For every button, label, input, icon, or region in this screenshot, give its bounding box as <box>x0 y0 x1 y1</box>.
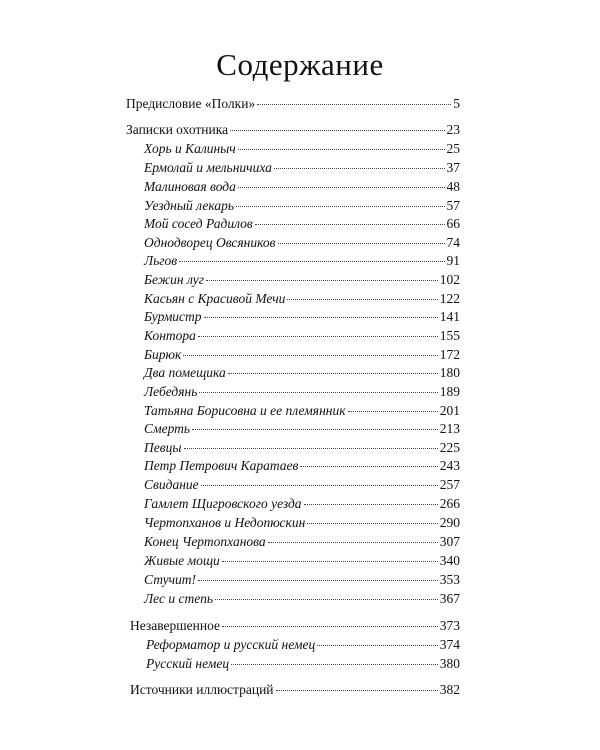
toc-entry-label: Льгов <box>144 253 178 268</box>
dot-leader <box>192 429 438 430</box>
toc-entry-label: Мой сосед Радилов <box>144 216 253 231</box>
dot-leader <box>317 645 438 646</box>
toc-entry[interactable] <box>144 215 460 233</box>
toc-entry-label: Лес и степь <box>144 591 214 606</box>
toc-entry-page: 290 <box>439 515 460 530</box>
toc-entry-label: Татьяна Борисовна и ее племянник <box>144 403 346 418</box>
toc-entry-page: 367 <box>439 591 460 606</box>
toc-entry-label: Бежин луг <box>144 272 204 287</box>
toc-entry[interactable] <box>144 159 460 177</box>
toc-entry-page: 373 <box>439 618 460 633</box>
toc-entry-label: Стучит! <box>144 572 197 587</box>
toc-entry-page: 266 <box>439 496 460 511</box>
toc-entry[interactable] <box>144 327 460 345</box>
toc-entry-page: 102 <box>439 272 460 287</box>
toc-entry-page: 340 <box>439 553 460 568</box>
toc-entry-page: 225 <box>439 440 460 455</box>
toc-entry-label: Петр Петрович Каратаев <box>144 458 299 473</box>
toc-entry[interactable] <box>144 197 460 215</box>
toc-entry-page: 48 <box>446 179 460 194</box>
dot-leader <box>222 561 438 562</box>
toc-entry-page: 25 <box>446 141 460 156</box>
toc-entry-label: Лебедянь <box>144 384 198 399</box>
toc-entry-label: Чертопханов и Недопюскин <box>144 515 306 530</box>
toc-entry-page: 380 <box>439 656 460 671</box>
toc-entry-label: Певцы <box>144 440 182 455</box>
toc-entry-page: 57 <box>446 198 460 213</box>
toc-entry-page: 172 <box>439 347 460 362</box>
toc-entry-page: 257 <box>439 477 460 492</box>
page-title: Содержание <box>216 46 384 82</box>
dot-leader <box>222 626 438 627</box>
toc-entry-page: 37 <box>446 160 460 175</box>
toc-entry-label: Свидание <box>144 477 199 492</box>
toc-entry-page: 382 <box>439 682 460 697</box>
toc-entry-page: 155 <box>439 328 460 343</box>
toc-entry-label: Контора <box>144 328 196 343</box>
toc-entry-label: Живые мощи <box>144 553 220 568</box>
dot-leader <box>348 411 438 412</box>
toc-entry[interactable] <box>144 234 460 252</box>
toc-entry-label: Источники иллюстраций <box>130 682 274 697</box>
toc-entry-page: 74 <box>446 235 460 250</box>
dot-leader <box>206 280 438 281</box>
dot-leader <box>287 299 437 300</box>
toc-entry[interactable] <box>144 178 460 196</box>
toc-entry-page: 374 <box>439 637 460 652</box>
toc-entry-page: 23 <box>446 122 460 137</box>
toc-entry[interactable] <box>144 308 460 326</box>
toc-entry-page: 141 <box>439 309 460 324</box>
dot-leader <box>268 542 438 543</box>
dot-leader <box>184 448 438 449</box>
toc-entry-label: Уездный лекарь <box>144 198 234 213</box>
dot-leader <box>199 392 437 393</box>
dot-leader <box>215 599 438 600</box>
toc-entry[interactable] <box>126 121 460 139</box>
toc-entry-page: 307 <box>439 534 460 549</box>
dot-leader <box>278 243 445 244</box>
toc-entry[interactable] <box>144 402 460 420</box>
dot-leader <box>255 224 445 225</box>
dot-leader <box>300 466 437 467</box>
dot-leader <box>179 261 444 262</box>
dot-leader <box>201 485 438 486</box>
toc-entry-label: Бирюк <box>144 347 182 362</box>
dot-leader <box>198 336 438 337</box>
toc-entry-page: 180 <box>439 365 460 380</box>
dot-leader <box>307 523 437 524</box>
toc-entry-label: Смерть <box>144 421 191 436</box>
toc-entry-page: 189 <box>439 384 460 399</box>
dot-leader <box>228 373 438 374</box>
toc-entry[interactable] <box>144 383 460 401</box>
toc-entry[interactable] <box>144 439 460 457</box>
toc-entry[interactable] <box>144 252 460 270</box>
toc-entry[interactable] <box>144 476 460 494</box>
toc-entry-label: Касьян с Красивой Мечи <box>144 291 286 306</box>
toc-entry-label: Малиновая вода <box>144 179 236 194</box>
toc-entry-label: Хорь и Калиныч <box>144 141 236 156</box>
toc-entry[interactable] <box>144 290 460 308</box>
toc-entry[interactable] <box>130 617 460 635</box>
toc-entry[interactable] <box>144 420 460 438</box>
toc-entry[interactable] <box>126 95 460 113</box>
toc-entry-page: 5 <box>453 96 460 111</box>
toc-entry[interactable] <box>144 457 460 475</box>
dot-leader <box>204 317 438 318</box>
toc-entry[interactable] <box>144 571 460 589</box>
toc-entry-page: 66 <box>446 216 460 231</box>
toc-entry[interactable] <box>130 681 460 699</box>
toc-entry[interactable] <box>144 364 460 382</box>
toc-entry-label: Бурмистр <box>144 309 202 324</box>
toc-entry-label: Гамлет Щигровского уезда <box>144 496 302 511</box>
toc-entry-label: Реформатор и русский немец <box>146 637 316 652</box>
dot-leader <box>257 104 451 105</box>
toc-entry[interactable] <box>144 590 460 608</box>
toc-entry-label: Два помещика <box>144 365 226 380</box>
toc-entry[interactable] <box>144 495 460 513</box>
dot-leader <box>198 580 438 581</box>
toc-entry-label: Предисловие «Полки» <box>126 96 256 111</box>
dot-leader <box>238 187 445 188</box>
toc-entry[interactable] <box>144 533 460 551</box>
dot-leader <box>231 664 438 665</box>
toc-entry-label: Незавершенное <box>130 618 221 633</box>
dot-leader <box>304 504 438 505</box>
dot-leader <box>238 149 445 150</box>
toc-entry-label: Однодворец Овсяников <box>144 235 276 250</box>
toc-entry-page: 353 <box>439 572 460 587</box>
toc-entry-label: Записки охотника <box>126 122 229 137</box>
toc-entry-page: 213 <box>439 421 460 436</box>
toc-entry[interactable] <box>144 140 460 158</box>
dot-leader <box>183 355 437 356</box>
toc-entry-page: 201 <box>439 403 460 418</box>
dot-leader <box>276 690 438 691</box>
toc-entry[interactable] <box>144 346 460 364</box>
dot-leader <box>230 130 444 131</box>
toc-entry-page: 91 <box>446 253 460 268</box>
toc-entry-label: Русский немец <box>146 656 230 671</box>
toc-entry[interactable] <box>144 514 460 532</box>
toc-entry[interactable] <box>144 271 460 289</box>
toc-entry[interactable] <box>146 655 460 673</box>
toc-entry-label: Конец Чертопханова <box>144 534 266 549</box>
toc-entry[interactable] <box>144 552 460 570</box>
dot-leader <box>274 168 445 169</box>
toc-entry-label: Ермолай и мельничиха <box>144 160 272 175</box>
toc-entry[interactable] <box>146 636 460 654</box>
dot-leader <box>236 206 445 207</box>
toc-entry-page: 122 <box>439 291 460 306</box>
toc-entry-page: 243 <box>439 458 460 473</box>
